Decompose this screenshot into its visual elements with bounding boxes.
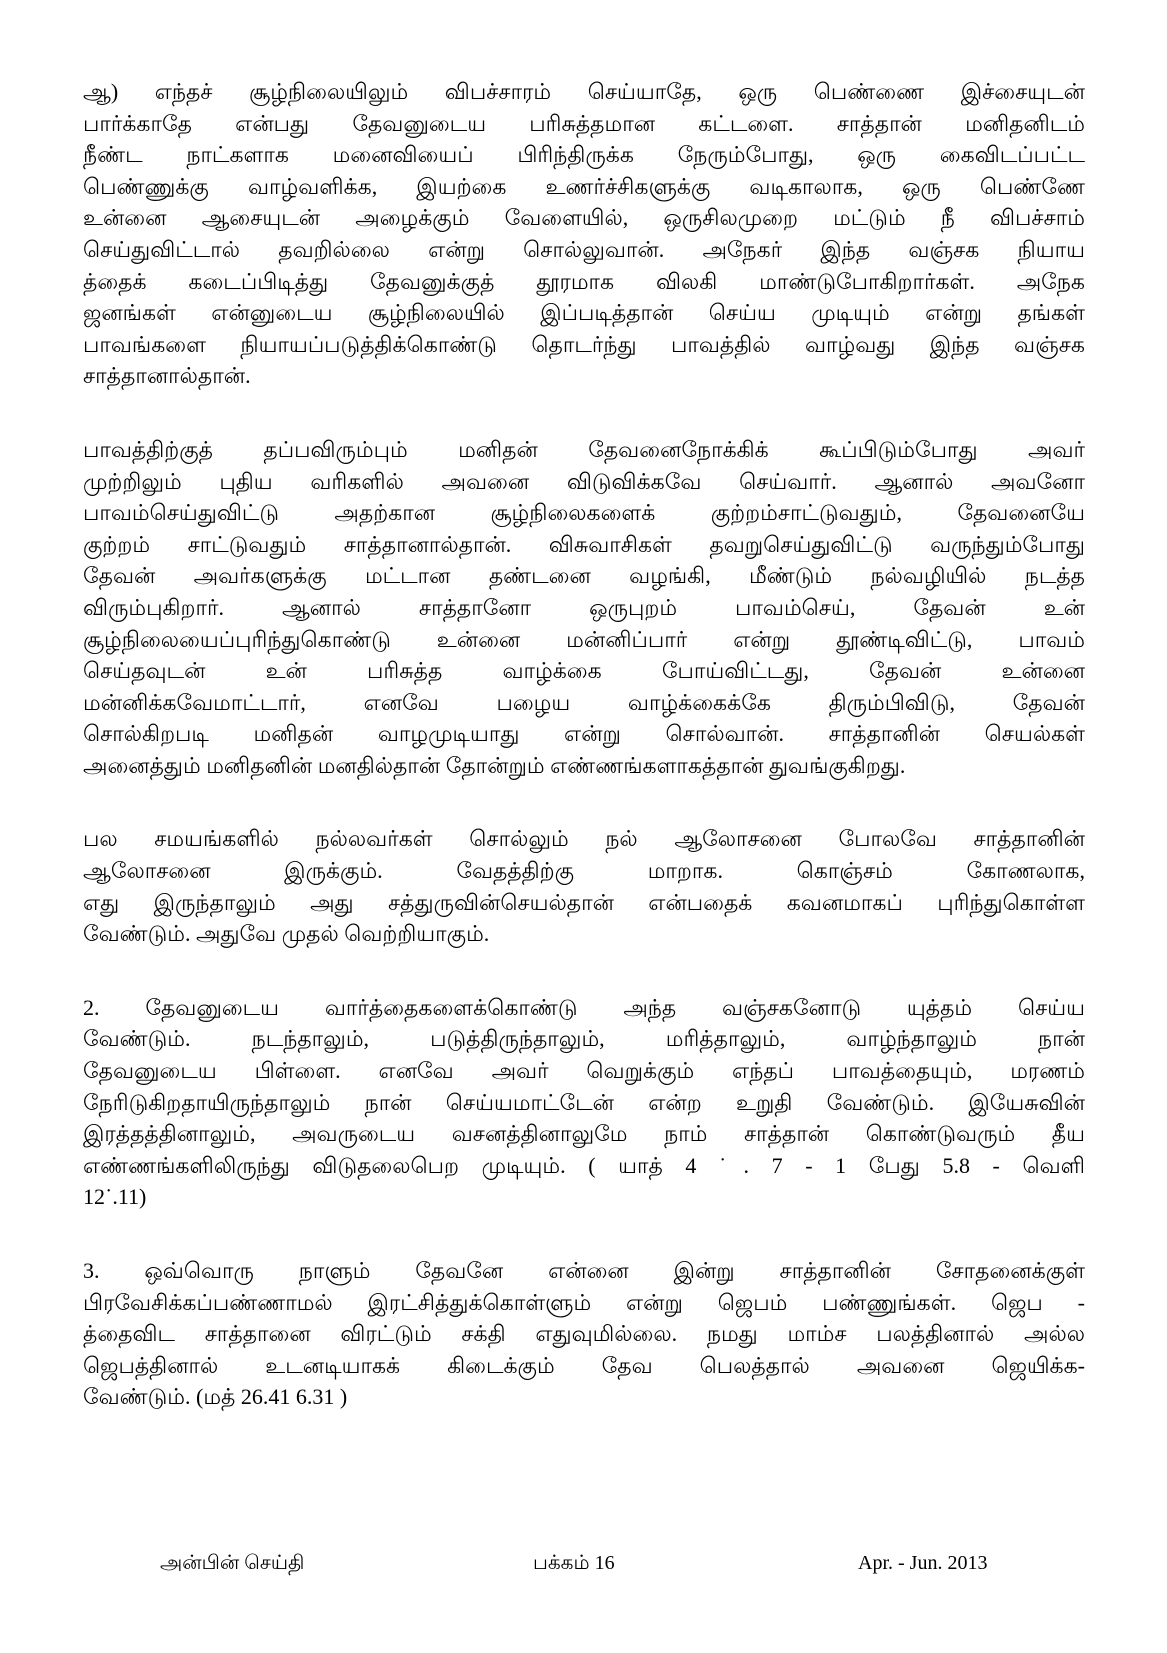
text-line: பாவம்செய்துவிட்டு அதற்கான சூழ்நிலைகளைக் குற்றம்சாட்டுவதும், தேவனையே [83,500,1085,526]
text-line: 12˙.11) [83,1184,147,1210]
text-line: த்தைவிட சாத்தானை விரட்டும் சக்தி எதுவுமில்லை. நமது மாம்ச பலத்தினால் அல்ல [83,1321,1085,1347]
text-line: சூழ்நிலையைப்புரிந்துகொண்டு உன்னை மன்னிப்பார் என்று தூண்டிவிட்டு, பாவம் [83,626,1085,652]
text-line: நேரிடுகிறதாயிருந்தாலும் நான் செய்யமாட்டேன் என்ற உறுதி வேண்டும். இயேசுவின் [83,1089,1085,1115]
paragraph-satans-counsel [83,823,1085,949]
text-line: ஆ) எந்தச் சூழ்நிலையிலும் விபச்சாரம் செய்யாதே, ஒரு பெண்ணை இச்சையுடன் [83,79,1085,104]
text-line: இரத்தத்தினாலும், அவருடைய வசனத்தினாலுமே நாம் சாத்தான் கொண்டுவரும் தீய [83,1121,1085,1147]
paragraph-adultery-warning [83,76,1085,392]
text-line: செய்துவிட்டால் தவறில்லை என்று சொல்லுவான். அநேகர் இந்த வஞ்சக நியாய [83,236,1085,262]
text-line: ஆலோசனை இருக்கும். வேதத்திற்கு மாறாக. கொஞ்சம் கோணலாக, [83,858,1085,884]
document-body [83,76,1085,1413]
text-line: பெண்ணுக்கு வாழ்வளிக்க, இயற்கை உணர்ச்சிகளுக்கு வடிகாலாக, ஒரு பெண்ணே [83,173,1085,199]
footer-journal-title: அன்பின் செய்தி [160,1552,305,1574]
text-line: பல சமயங்களில் நல்லவர்கள் சொல்லும் நல் ஆலோசனை போலவே சாத்தானின் [83,826,1085,852]
text-line: தேவன் அவர்களுக்கு மட்டான தண்டனை வழங்கி, மீண்டும் நல்வழியில் நடத்த [83,563,1085,589]
text-line: ஜனங்கள் என்னுடைய சூழ்நிலையில் இப்படித்தான் செய்ய முடியும் என்று தங்கள் [83,300,1085,326]
text-line: தேவனுடைய பிள்ளை. எனவே அவர் வெறுக்கும் எந்தப் பாவத்தையும், மரணம் [83,1058,1085,1084]
text-line: பாவத்திற்குத் தப்பவிரும்பும் மனிதன் தேவனைநோக்கிக் கூப்பிடும்போது அவர் [83,436,1085,462]
paragraph-escape-from-sin [83,434,1085,782]
text-line: உன்னை ஆசையுடன் அழைக்கும் வேளையில், ஒருசிலமுறை மட்டும் நீ விபச்சாம் [83,205,1085,231]
text-line: வேண்டும். அதுவே முதல் வெற்றியாகும். [83,921,490,947]
text-line: எது இருந்தாலும் அது சத்துருவின்செயல்தான் என்பதைக் கவனமாகப் புரிந்துகொள்ள [83,889,1085,915]
text-line: விரும்புகிறார். ஆனால் சாத்தானோ ஒருபுறம் பாவம்செய், தேவன் உன் [83,594,1085,620]
text-line: முற்றிலும் புதிய வரிகளில் அவனை விடுவிக்கவே செய்வார். ஆனால் அவனோ [83,468,1085,494]
paragraph-point-2-gods-word [83,992,1085,1213]
text-line: வேண்டும். (மத் 26.41 6.31 ) [83,1384,348,1410]
text-line: ஜெபத்தினால் உடனடியாகக் கிடைக்கும் தேவ பெலத்தால் அவனை ஜெயிக்க- [83,1352,1085,1378]
text-line: சொல்கிறபடி மனிதன் வாழமுடியாது என்று சொல்வான். சாத்தானின் செயல்கள் [83,721,1085,747]
text-line: எண்ணங்களிலிருந்து விடுதலைபெற முடியும். ( யாத் 4 ˙. 7 - 1 பேது 5.8 - வெளி [83,1152,1085,1178]
text-line: செய்தவுடன் உன் பரிசுத்த வாழ்க்கை போய்விட்டது, தேவன் உன்னை [83,658,1085,684]
text-line: மன்னிக்கவேமாட்டார், எனவே பழைய வாழ்க்கைக்கே திரும்பிவிடு, தேவன் [83,689,1085,715]
text-line: வேண்டும். நடந்தாலும், படுத்திருந்தாலும், மரித்தாலும், வாழ்ந்தாலும் நான் [83,1026,1085,1052]
text-line: 3. ஒவ்வொரு நாளும் தேவனே என்னை இன்று சாத்தானின் சோதனைக்குள் [83,1258,1085,1283]
paragraph-point-3-daily-prayer [83,1255,1085,1413]
text-line: சாத்தானால்தான். [83,363,251,389]
text-line: அனைத்தும் மனிதனின் மனதில்தான் தோன்றும் எண்ணங்களாகத்தான் துவங்குகிறது. [83,752,906,778]
footer-page-number: பக்கம் 16 [533,1552,615,1574]
text-line: நீண்ட நாட்களாக மனைவியைப் பிரிந்திருக்க நேரும்போது, ஒரு கைவிடப்பட்ட [83,142,1085,168]
text-line: பார்க்காதே என்பது தேவனுடைய பரிசுத்தமான கட்டளை. சாத்தான் மனிதனிடம் [83,110,1085,136]
footer-date-range: Apr. - Jun. 2013 [858,1552,988,1574]
text-line: பாவங்களை நியாயப்படுத்திக்கொண்டு தொடர்ந்து பாவத்தில் வாழ்வது இந்த வஞ்சக [83,331,1085,357]
text-line: பிரவேசிக்கப்பண்ணாமல் இரட்சித்துக்கொள்ளும் என்று ஜெபம் பண்ணுங்கள். ஜெப - [83,1289,1085,1315]
text-line: குற்றம் சாட்டுவதும் சாத்தானால்தான். விசுவாசிகள் தவறுசெய்துவிட்டு வருந்தும்போது [83,531,1085,557]
text-line: 2. தேவனுடைய வார்த்தைகளைக்கொண்டு அந்த வஞ்சகனோடு யுத்தம் செய்ய [83,994,1085,1020]
page-footer [0,1550,1167,1580]
text-line: த்தைக் கடைப்பிடித்து தேவனுக்குத் தூரமாக விலகி மாண்டுபோகிறார்கள். அநேக [83,268,1085,294]
